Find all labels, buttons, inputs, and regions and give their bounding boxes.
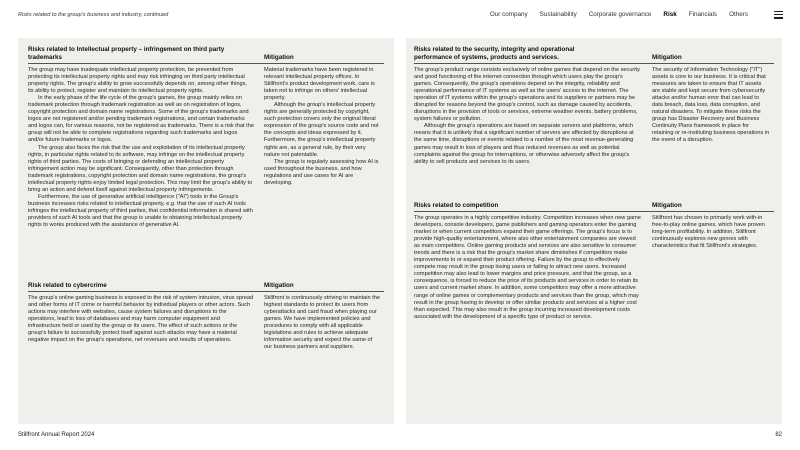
nav-our-company[interactable]: Our company bbox=[489, 11, 528, 18]
right-panel bbox=[406, 38, 782, 424]
cyber-risk-heading: Risk related to cybercrime bbox=[28, 282, 107, 289]
ip-risk-text: The group may have inadequate intellectual property protection, be prevented from protecting its intellectual property rights and may risk infringing on third party intellectual property rights. The group's ability to grow successfully depends on, among other things, its ability to protect, register and maintain its intellectual property rights. In the early phase of the life cycle of the group's games, the group mainly relies on trademark protection through trademark registration as well as on registration of logos, copyright protection and domain name registrations. Some of the group's trademarks and logos are not registered and/or pending trademark registrations, and certain trademarks and logos can, for various reasons, not be registered as trademarks. There is a risk that the group will not be able to complete registrations regarding such trademarks and logos and/or future trademarks or logos. The group also faces the risk that the use and exploitation of its intellectual property rights, in particular rights related to its software, may infringe on the intellectual property rights of third parties. The costs of bringing or defending an intellectual property infringement action may be significant. Consequently, other than protection through trademark registrations, copyright protection and domain name registrations, the group's intellectual property rights enjoy limited legal protection. This may limit the group's ability to bring an action and defend itself against intellectual property infringements. Furthermore, the use of generative artificial intelligence ("AI") tools in the Group's business increases risks related to intellectual property, e.g. that the use of such AI tools infringes the intellectual property of third parties, that confidential information is shared with providers of such AI tools and that the group is unable to obtaining intellectual property rights to works produced with the assistance of generative AI. bbox=[28, 67, 254, 229]
security-risk-heading: Risks related to the security, integrity and operational performance of systems, products and services. bbox=[414, 46, 575, 61]
breadcrumb: Risks related to the group's business and industry, continued bbox=[18, 12, 169, 18]
competition-divider bbox=[414, 211, 774, 212]
ip-risk-section bbox=[28, 46, 384, 286]
nav-others[interactable]: Others bbox=[729, 11, 748, 18]
security-risk-text: The group's product range consists exclusively of online games that depend on the security and good functioning of the internet connection through which users play the group's games. Consequently, the group's operations depend on the integrity, reliability and operational performance of IT systems as well as the users' access to the internet. The operation of IT systems within the group's operations and its suppliers or partners may be disrupted for reasons beyond the group's control, such as damage caused by accidents, disruptions in the provision of tools or services, extreme weather events, battery problems, system failures or pollution. Although the group's operations are based on separate servers and platforms, which means that it is unlikely that a significant number of servers are affected by disruptions at the same time, disruptions or events related to a number of the most revenue-generating games may result in loss of players and thus reduced revenues as well as potential complaints against the group for interruptions, or otherwise adversely affect the group's ability to sell products and services to its users. bbox=[414, 67, 640, 165]
competition-risk-heading: Risks related to competition bbox=[414, 202, 499, 209]
security-mitigation-heading: Mitigation bbox=[652, 54, 682, 61]
report-title: Stillfront Annual Report 2024 bbox=[18, 432, 95, 438]
competition-mitigation-heading: Mitigation bbox=[652, 202, 682, 209]
ip-divider bbox=[28, 63, 384, 64]
cyber-risk-section bbox=[28, 282, 384, 416]
nav-corporate-governance[interactable]: Corporate governance bbox=[588, 11, 652, 18]
security-mitigation-text: The security of Information Technology ("IT") assets is core to our business. It is critical that measures are taken to ensure that IT assets are stable and kept secure from cybersecurity attacks and/or human error that can lead to data breach, data loss, data corruption, and natural disasters. To mitigate these risks the group has Disaster Recovery and Business Continuity Plans framework in place for retaining or re-instituting business operations in the event of a disruption. bbox=[652, 67, 770, 144]
competition-risk-text: The group operates in a highly competitive industry. Competition increases when new game developers, console developers, game publishers and gaming operators enter the gaming market or when current competitors expand their game offerings. The group's focus is to provide high-quality entertainment, where also other entertainment companies are viewed as main competitors. Online gaming products and services are also sensitive to consumer trends and there is a risk that the group's market share diminishes if competitors make improvements to or expand their product offering. Failure by the group to effectively compete may result in the group losing users or failing to attract new users. Increased competition may also lead to lower margins and price pressure, and that the group, as a consequence, is forced to reduce the price of its products and services in order to retain its users and current market share. In addition, some competitors may offer a more attractive range of online games or complementary products and services than the group, which may result in the group having to develop or offer similar products and services at a higher cost than expected. This may also result in the group incurring increased development costs associated with the development of a specific type of product or service. bbox=[414, 215, 641, 320]
nav-financials[interactable]: Financials bbox=[688, 11, 718, 18]
cyber-divider bbox=[28, 291, 384, 292]
cyber-mitigation-heading: Mitigation bbox=[264, 282, 294, 289]
nav-sustainability[interactable]: Sustainability bbox=[539, 11, 577, 18]
competition-mitigation-text: Stillfront has chosen to primarily work with-in free-to-play online games, which have proven long-term profitability. In addition, Stillfront continuously explores new genres with characteristics that fit Stillfront's strategies. bbox=[652, 215, 765, 250]
ip-mitigation-text: Material trademarks have been registered in relevant intellectual property offices. In Stillfront's product development work, care is taken not to infringe on others' intellectual property. Although the group's intellectual property rights are generally protected by copyright, such protection covers only the original literal expression of the group's source code and not the concepts and ideas expressed by it. Furthermore, the group's intellectual property rights are, as a general rule, by their very nature not patentable. The group is regularly assessing how AI is used throughout the business, and how regulations and use cases for AI are developing. bbox=[264, 67, 379, 186]
security-divider bbox=[414, 63, 774, 64]
top-bar bbox=[0, 0, 800, 32]
security-risk-section bbox=[414, 46, 774, 196]
cyber-risk-text: The group's online gaming business is exposed to the risk of system intrusion, virus spread and other forms of IT crime or harmful behavior by individual players or other actors. Such actions may interfere with websites, cause system failures and disruptions to the operations, lead to loss of databases and may harm computer equipment and infrastructure held or used by the group or its users. The effect of such actions or the group's failure to successfully protect itself against such attacks may have a material negative impact on the group's operations, net revenues and results of operations. bbox=[28, 295, 254, 344]
hamburger-menu-icon[interactable] bbox=[774, 11, 783, 19]
ip-risk-heading: Risks related to Intellectual property – infringement on third party trademarks bbox=[28, 46, 225, 61]
left-panel bbox=[18, 38, 394, 424]
nav-risk[interactable]: Risk bbox=[663, 11, 677, 18]
cyber-mitigation-text: Stillfront is continuously striving to maintain the highest standards to protect its users from cyberattacks and card fraud when playing our games. We have implemented policies and procedures to comply with all applicable legislations and rules to achieve adequate information security and expect the same of our business partners and suppliers. bbox=[264, 295, 380, 351]
competition-risk-section bbox=[414, 202, 774, 416]
main-nav bbox=[490, 11, 748, 18]
ip-mitigation-heading: Mitigation bbox=[264, 54, 294, 61]
page-number: 82 bbox=[775, 432, 782, 438]
